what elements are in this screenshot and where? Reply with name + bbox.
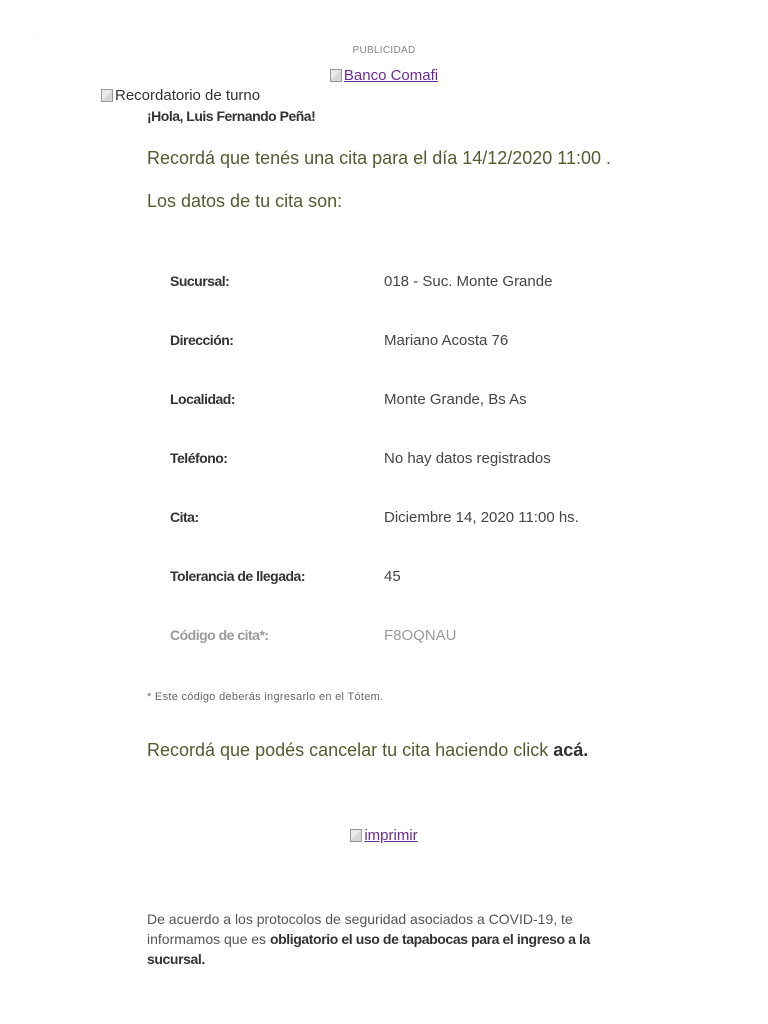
print-image-alt: imprimir — [364, 827, 418, 844]
print-container — [0, 827, 768, 846]
banner-image — [101, 87, 260, 104]
row-value-cita: Diciembre 14, 2020 11:00 hs. — [384, 509, 579, 526]
banco-comafi-ad-link[interactable] — [330, 67, 438, 84]
row-value-sucursal: 018 - Suc. Monte Grande — [384, 273, 553, 290]
reminder-text: Recordá que tenés una cita para el día 14/12/2020 11:00 . — [147, 148, 612, 168]
covid-notice-bold: obligatorio el uso de tapabocas para el ingreso a la sucursal. — [147, 931, 590, 967]
ad-image-alt: Banco Comafi — [343, 67, 439, 84]
greeting: ¡Hola, Luis Fernando Peña! — [147, 108, 316, 124]
covid-notice — [147, 909, 627, 969]
banner-image-alt: Recordatorio de turno — [115, 87, 261, 104]
covid-notice-text: De acuerdo a los protocolos de seguridad asociados a COVID-19, te informamos que es — [147, 911, 573, 947]
corner-mark: . — [34, 30, 36, 36]
print-link[interactable] — [350, 827, 417, 844]
row-label-localidad: Localidad: — [170, 391, 236, 407]
broken-image-icon — [330, 69, 342, 82]
ad-label: PUBLICIDAD — [352, 45, 416, 56]
broken-image-icon — [350, 829, 362, 842]
cancel-link[interactable]: acá. — [553, 740, 589, 760]
row-label-direccion: Dirección: — [170, 332, 234, 348]
cancel-text-body: Recordá que podés cancelar tu cita haciendo click — [147, 740, 554, 760]
broken-image-icon — [101, 89, 113, 102]
row-label-telefono: Teléfono: — [170, 450, 228, 466]
cancel-text — [147, 740, 588, 761]
ad-image-container — [0, 67, 768, 86]
row-value-tolerancia: 45 — [384, 568, 401, 585]
code-note: * Este código deberás ingresarlo en el Tótem. — [147, 691, 384, 703]
row-value-codigo: F8OQNAU — [384, 627, 457, 644]
details-heading: Los datos de tu cita son: — [147, 191, 343, 211]
row-label-codigo: Código de cita*: — [170, 627, 269, 643]
row-value-direccion: Mariano Acosta 76 — [384, 332, 509, 349]
row-label-tolerancia: Tolerancia de llegada: — [170, 568, 306, 584]
row-value-telefono: No hay datos registrados — [384, 450, 551, 467]
row-value-localidad: Monte Grande, Bs As — [384, 391, 527, 408]
row-label-cita: Cita: — [170, 509, 199, 525]
row-label-sucursal: Sucursal: — [170, 273, 230, 289]
